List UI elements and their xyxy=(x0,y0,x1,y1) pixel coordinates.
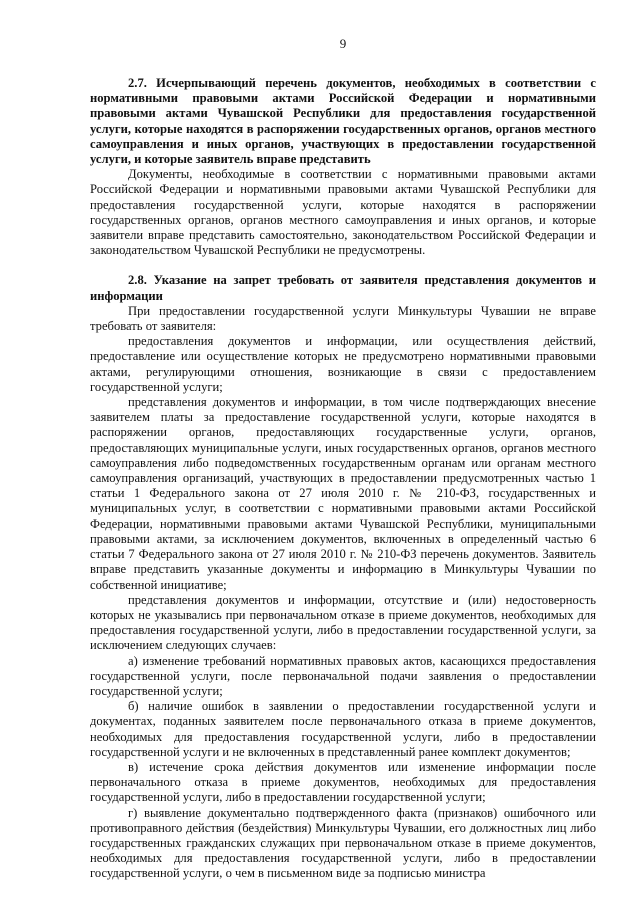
paragraph: представления документов и информации, в том числе подтверждающих внесение заявителем платы за предоставление государственной услуги, которые находятся в распоряжении органов, предоставляющих государственные услуги, органов, предоставляющих муниципальные услуги, иных государственных органов, органов местного самоуправления либо подведомственных государственным органам или органам местного самоуправления организаций, участвующих в предоставлении предусмотренных частью 1 статьи 1 Федерального закона от 27 июля 2010 г. № 210-ФЗ, государственных и муниципальных услуг, в соответствии с нормативными правовыми актами Российской Федерации, нормативными правовыми актами Чувашской Республики, муниципальными правовыми актами, за исключением документов, включенных в определенный частью 6 статьи 7 Федерального закона от 27 июля 2010 г. № 210-ФЗ перечень документов. Заявитель вправе представить указанные документы и информацию в Минкультуры Чувашии по собственной инициативе; xyxy=(90,395,596,592)
paragraph: Документы, необходимые в соответствии с нормативными правовыми актами Российской Федерации и нормативными правовыми актами Чувашской Республики для предоставления государственной услуги, которые находятся в распоряжении государственных органов, органов местного самоуправления и иных органов, и которые заявители вправе представить самостоятельно, законодательством Российской Федерации и законодательством Чувашской Республики не предусмотрены. xyxy=(90,167,596,258)
page-number: 9 xyxy=(339,36,347,51)
section-2-8 xyxy=(90,273,596,881)
document-page xyxy=(90,36,596,882)
section-heading: 2.7. Исчерпывающий перечень документов, необходимых в соответствии с нормативными правовыми актами Российской Федерации и нормативными правовыми актами Чувашской Республики для предоставления государственной услуги, которые находятся в распоряжении государственных органов, органов местного самоуправления и иных органов, участвующих в предоставлении государственной услуги, и которые заявитель вправе представить xyxy=(90,76,596,167)
section-spacer xyxy=(90,258,596,273)
paragraph: предоставления документов и информации, или осуществления действий, предоставление или осуществление которых не предусмотрено нормативными правовыми актами, регулирующими отношения, возникающие в связи с предоставлением государственной услуги; xyxy=(90,334,596,394)
paragraph: представления документов и информации, отсутствие и (или) недостоверность которых не указывались при первоначальном отказе в приеме документов, необходимых для предоставления государственной услуги, либо в предоставлении государственной услуги, за исключением следующих случаев: xyxy=(90,592,596,653)
paragraph: При предоставлении государственной услуги Минкультуры Чувашии не вправе требовать от заявителя: xyxy=(90,303,596,334)
paragraph: а) изменение требований нормативных правовых актов, касающихся предоставления государственной услуги, после первоначальной подачи заявления о предоставлении государственной услуги; xyxy=(90,653,596,698)
paragraph: г) выявление документально подтвержденного факта (признаков) ошибочного или противоправного действия (бездействия) Минкультуры Чувашии, его должностных лиц либо государственных гражданских служащих при первоначальном отказе в приеме документов, необходимых для предоставления государственной услуги, либо в предоставлении государственной услуги, о чем в письменном виде за подписью министра xyxy=(90,805,596,881)
section-2-7 xyxy=(90,76,596,258)
paragraph: б) наличие ошибок в заявлении о предоставлении государственной услуги и документах, поданных заявителем после первоначального отказа в приеме документов, необходимых для предоставления государственной услуги, либо в предоставлении государственной услуги и не включенных в представленный ранее комплект документов; xyxy=(90,699,596,759)
paragraph: в) истечение срока действия документов или изменение информации после первоначального отказа в приеме документов, необходимых для предоставления государственной услуги, либо в предоставлении государственной услуги; xyxy=(90,759,596,805)
section-heading: 2.8. Указание на запрет требовать от заявителя представления документов и информации xyxy=(90,273,596,303)
